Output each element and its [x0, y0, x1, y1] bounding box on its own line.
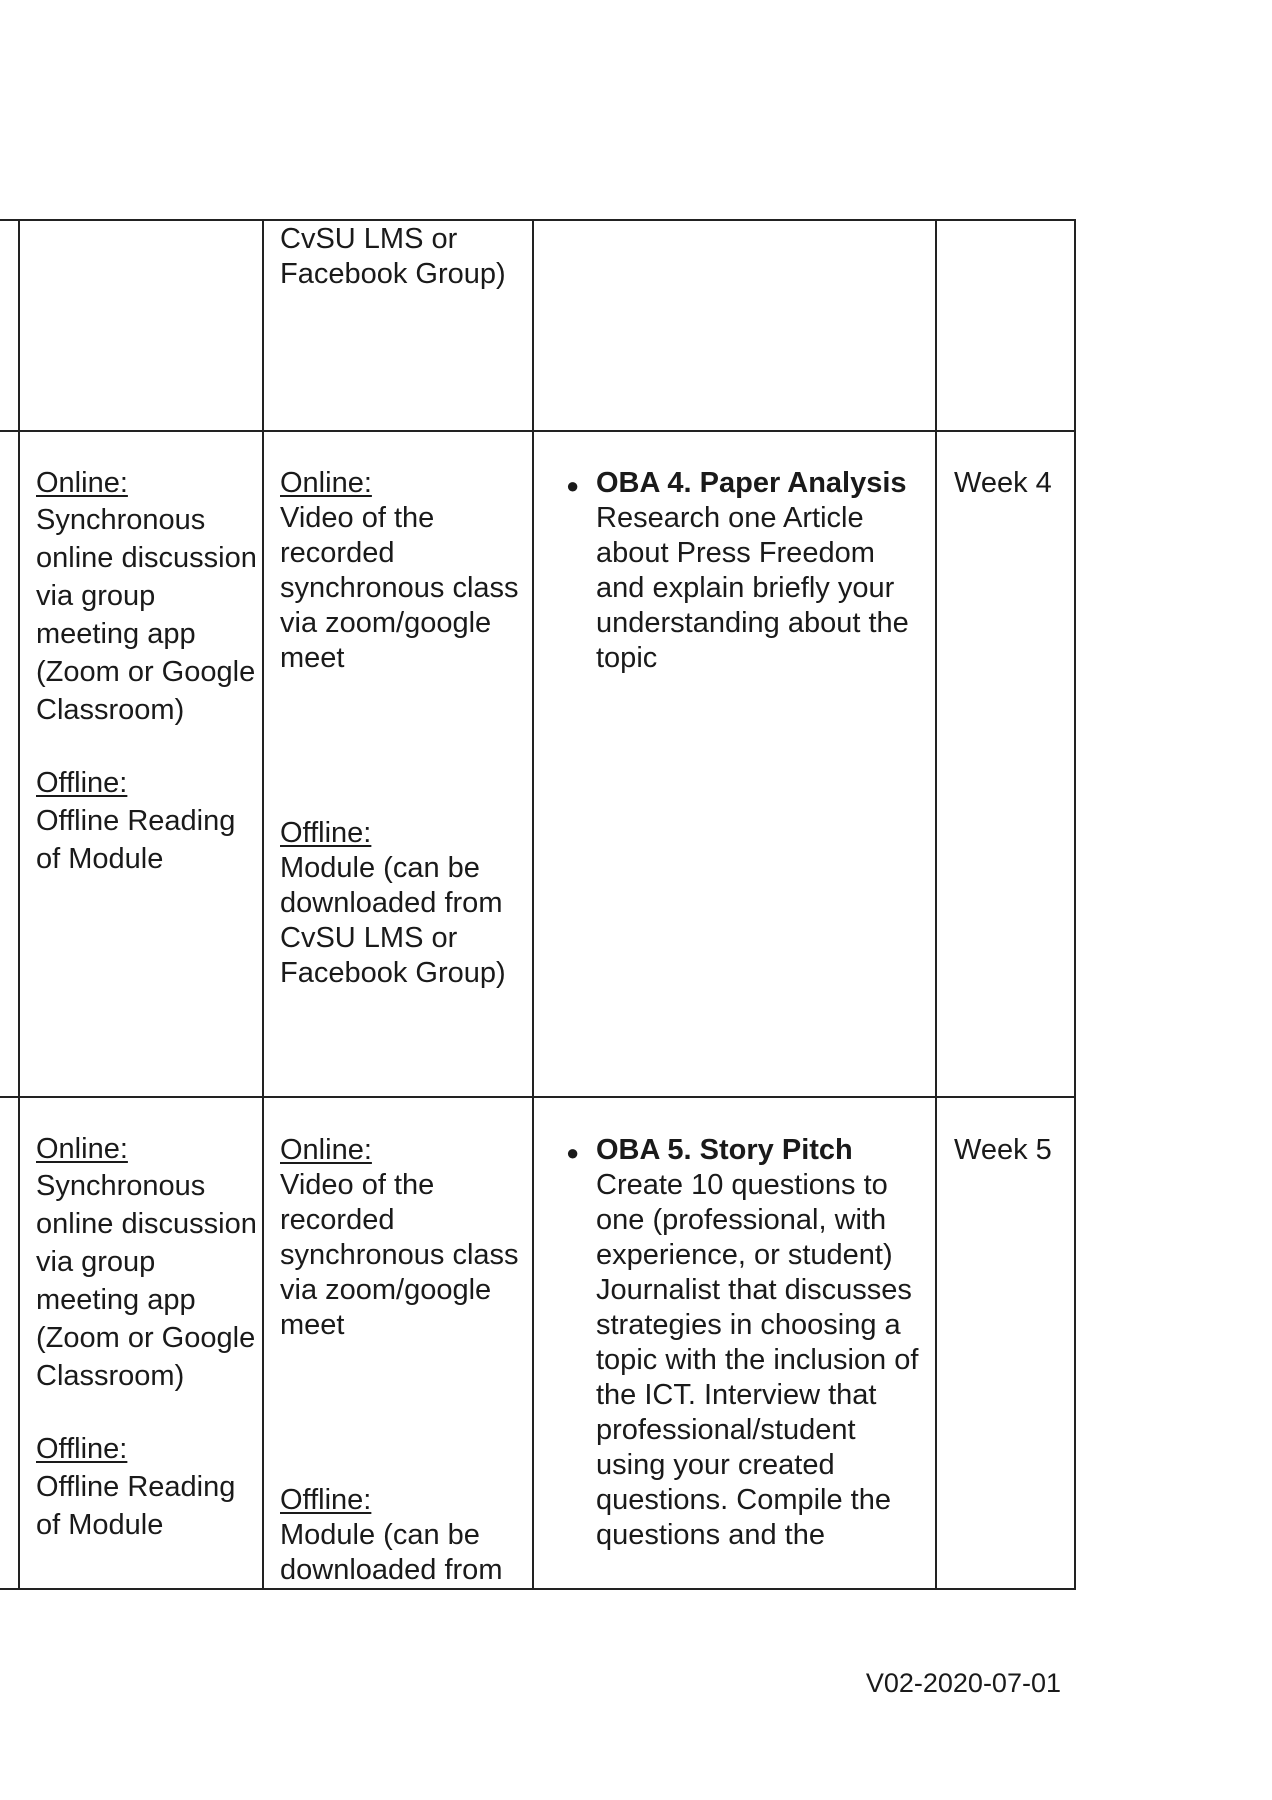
row3-assessment-cell	[596, 1133, 926, 1586]
offline-label: Offline:	[36, 1433, 128, 1465]
resource-online-text: Video of the recorded synchronous class via zoom/google meet	[280, 502, 519, 674]
column-divider	[935, 219, 937, 1590]
assessment-text: Create 10 questions to one (professional, with experience, or student) Journalist that discusses strategies in choosing a topic with the inclusion of the ICT. Interview that professional/student using your created questions. Compile the questions and the	[596, 1169, 919, 1551]
row3-delivery-cell	[36, 1132, 258, 1586]
row3-resources-cell	[280, 1133, 530, 1343]
bullet-icon: ●	[566, 1140, 580, 1165]
resource-online-text: Video of the recorded synchronous class via zoom/google meet	[280, 1169, 519, 1341]
table-border-top	[0, 219, 1076, 221]
row2-resources-offline	[280, 816, 530, 991]
delivery-offline-text: Offline Reading of Module	[36, 1471, 236, 1541]
row2-delivery-cell	[36, 466, 258, 878]
row2-week-cell	[954, 466, 1072, 501]
offline-label: Offline:	[36, 767, 128, 799]
online-label: Online:	[36, 1133, 128, 1165]
column-divider	[532, 219, 534, 1590]
resource-offline-text: Module (can be downloaded from CvSU LMS or Facebook Group)	[280, 852, 506, 989]
column-divider	[262, 219, 264, 1590]
resource-offline-text: CvSU LMS or Facebook Group)	[280, 223, 506, 290]
table-border-right	[1074, 219, 1076, 1590]
delivery-online-text: Synchronous online discussion via group meeting app (Zoom or Google Classroom)	[36, 1170, 257, 1392]
row3-week-cell	[954, 1133, 1072, 1168]
offline-label: Offline:	[280, 817, 372, 849]
row1-resources-cell	[280, 222, 530, 292]
row3-resources-offline	[280, 1483, 530, 1586]
week-label: Week 5	[954, 1134, 1052, 1166]
assessment-title: OBA 4. Paper Analysis	[596, 467, 907, 499]
row2-assessment-cell	[596, 466, 926, 676]
row-divider	[0, 430, 1076, 432]
bullet-icon: ●	[566, 473, 580, 498]
week-label: Week 4	[954, 467, 1052, 499]
assessment-title: OBA 5. Story Pitch	[596, 1134, 853, 1166]
delivery-online-text: Synchronous online discussion via group meeting app (Zoom or Google Classroom)	[36, 504, 257, 726]
column-divider	[18, 219, 20, 1590]
document-version: V02-2020-07-01	[865, 1668, 1061, 1698]
row2-resources-cell	[280, 466, 530, 676]
offline-label: Offline:	[280, 1484, 372, 1516]
delivery-offline-text: Offline Reading of Module	[36, 805, 236, 875]
online-label: Online:	[280, 467, 372, 499]
row-divider	[0, 1096, 1076, 1098]
online-label: Online:	[36, 467, 128, 499]
table-border-bottom	[0, 1588, 1076, 1590]
online-label: Online:	[280, 1134, 372, 1166]
assessment-text: Research one Article about Press Freedom and explain briefly your understanding about the topic	[596, 502, 909, 674]
resource-offline-text: Module (can be downloaded from	[280, 1519, 503, 1586]
